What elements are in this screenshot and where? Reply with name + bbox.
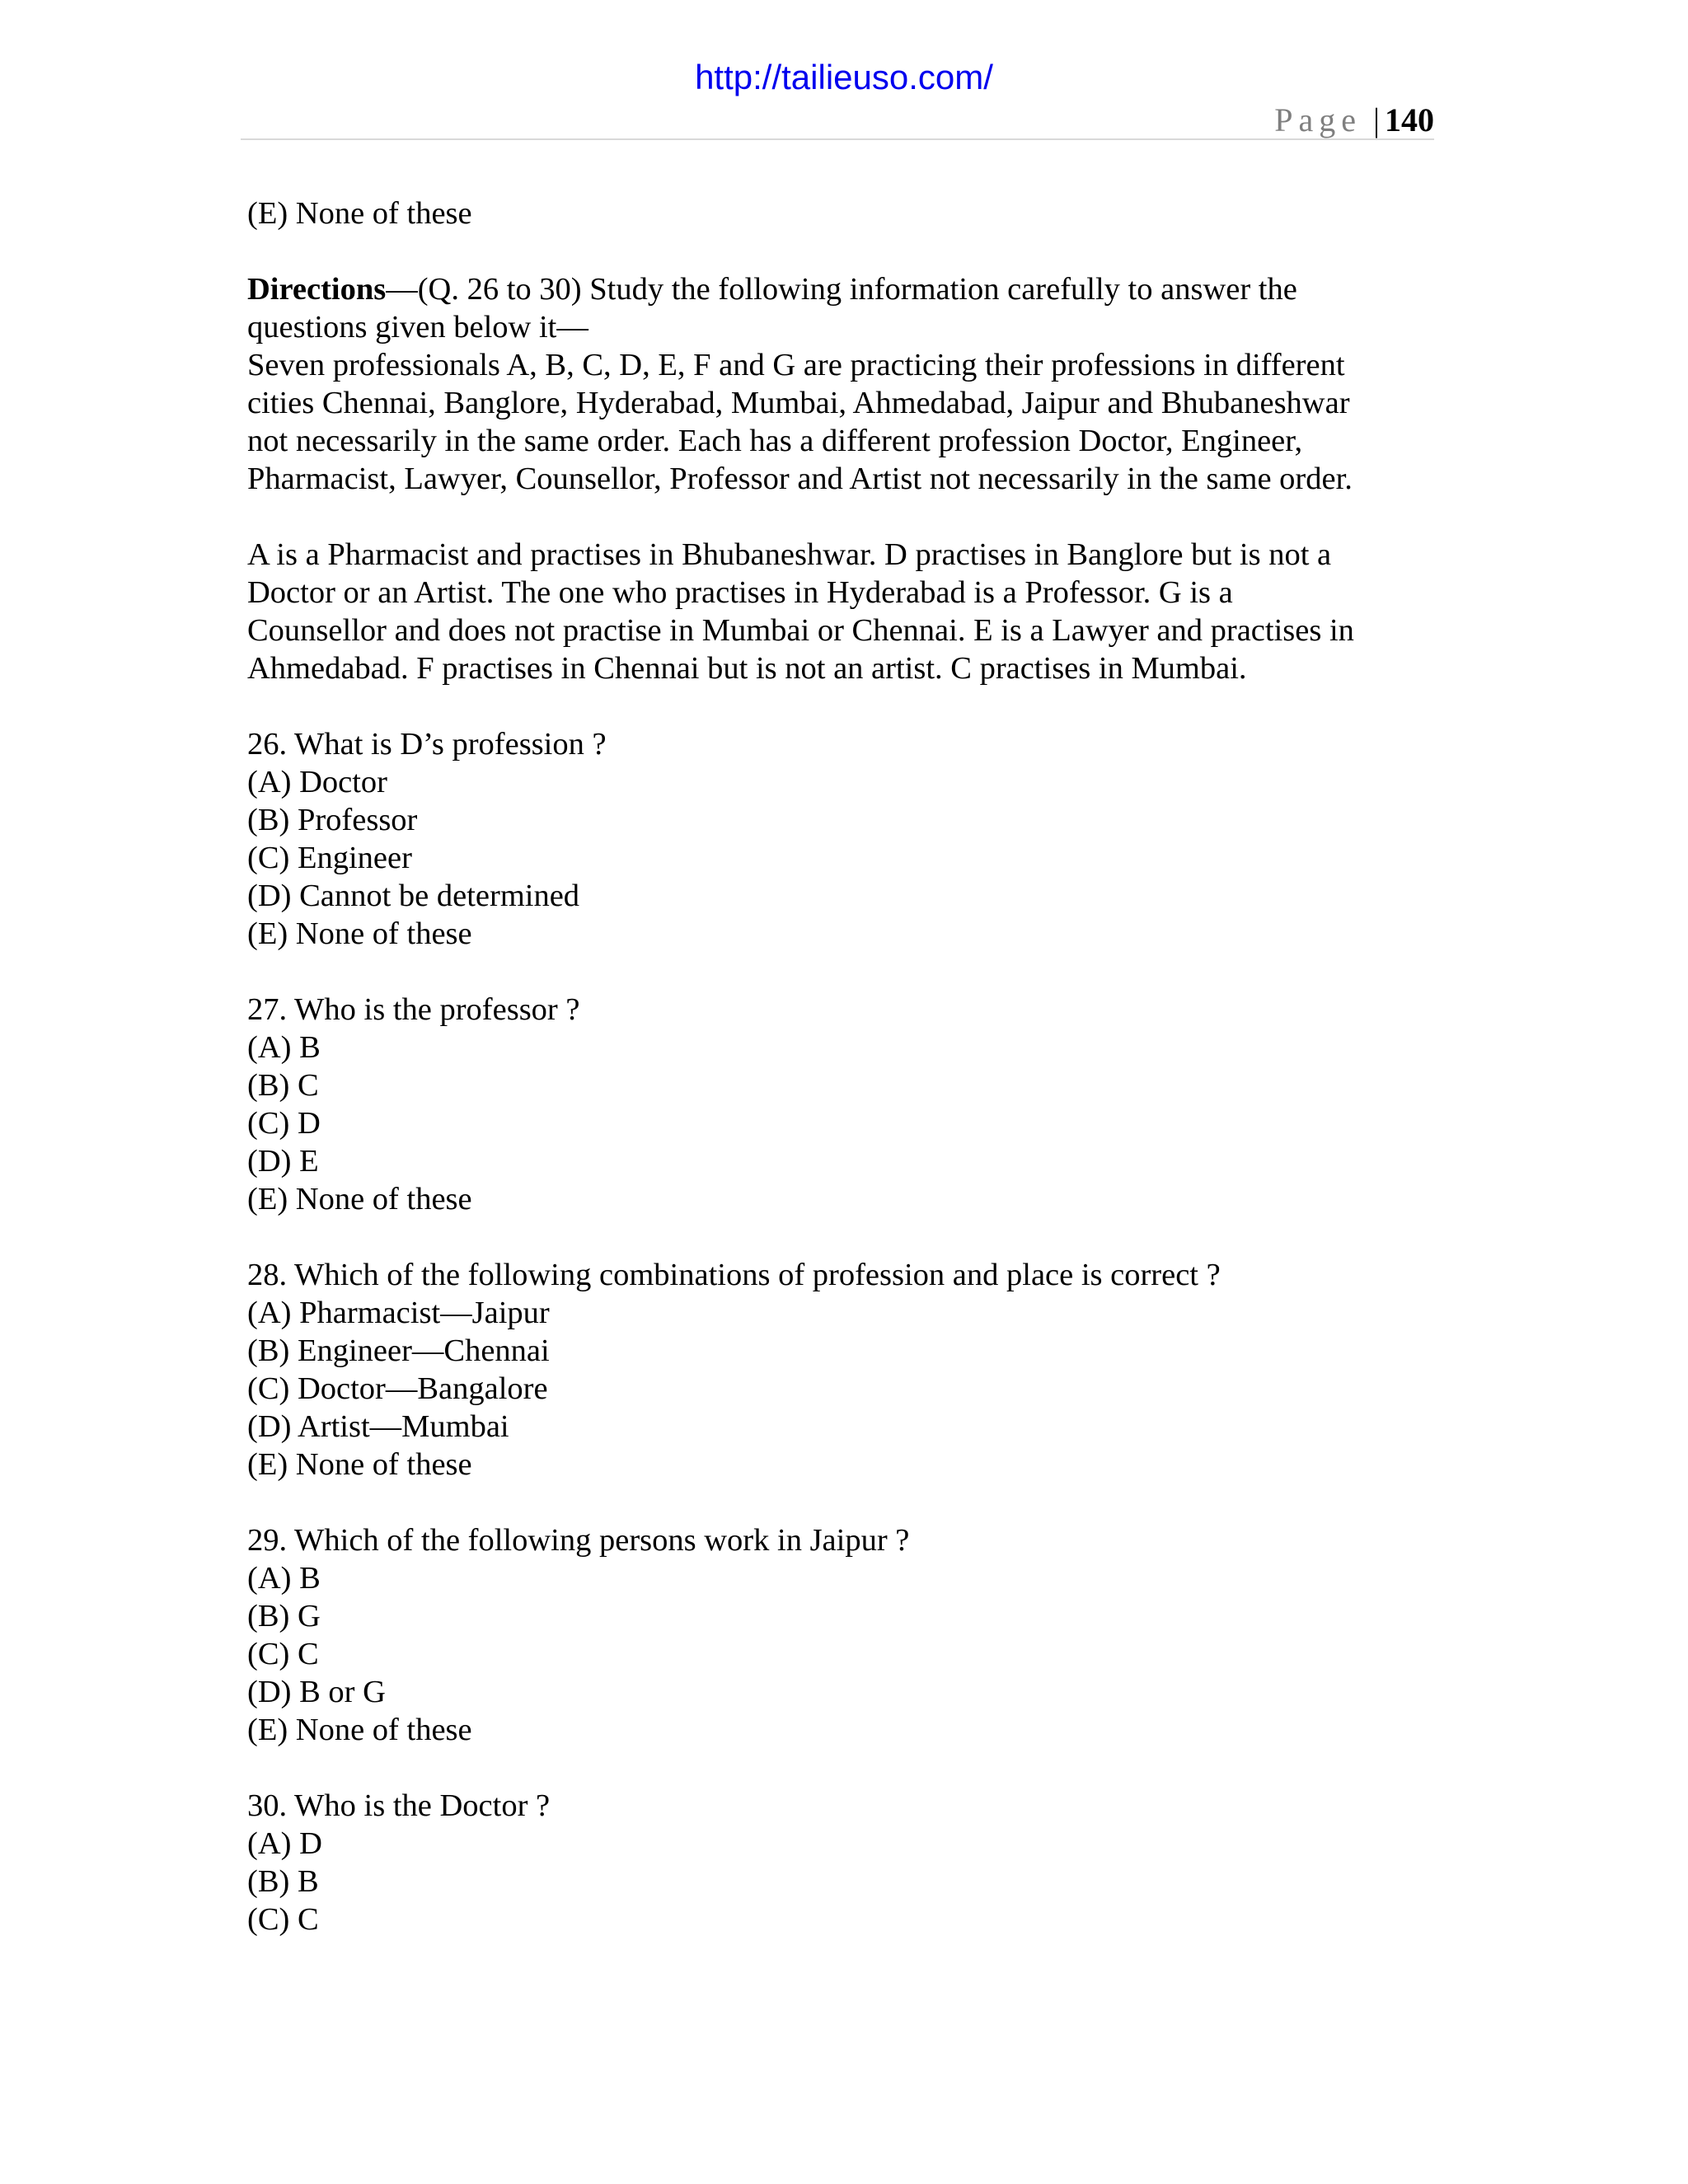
directions-intro-line: Seven professionals A, B, C, D, E, F and G are practicing their professions in different: [247, 348, 1345, 382]
directions-heading-text: —(Q. 26 to 30) Study the following information carefully to answer the: [386, 272, 1297, 307]
directions-label: Directions: [247, 272, 387, 307]
spacer: [247, 1218, 1434, 1256]
question-26-option: (E) None of these: [247, 916, 472, 951]
question-29-option: (E) None of these: [247, 1713, 472, 1747]
page-separator: |: [1372, 101, 1380, 138]
question-30-option: (C) C: [247, 1902, 319, 1937]
question-27: 27. Who is the professor ?: [247, 992, 580, 1027]
question-26-option: (C) Engineer: [247, 841, 412, 875]
directions-heading: [247, 270, 1434, 308]
header-divider: [241, 138, 1434, 140]
spacer: [247, 232, 1434, 270]
page-number-block: [1274, 97, 1434, 143]
question-27-option: (C) D: [247, 1106, 321, 1141]
question-27-option: (A) B: [247, 1030, 321, 1065]
question-30-option: (A) D: [247, 1826, 322, 1861]
question-29-option: (A) B: [247, 1561, 321, 1596]
question-27-option: (E) None of these: [247, 1182, 472, 1216]
question-30-option: (B) B: [247, 1864, 319, 1899]
question-26-option: (B) Professor: [247, 803, 418, 837]
previous-question-option-e: (E) None of these: [247, 196, 472, 231]
directions-intro-line: not necessarily in the same order. Each has a different profession Doctor, Engineer,: [247, 424, 1303, 458]
question-30: 30. Who is the Doctor ?: [247, 1788, 551, 1823]
clue-line: Doctor or an Artist. The one who practises in Hyderabad is a Professor. G is a: [247, 575, 1233, 610]
spacer: [247, 687, 1434, 725]
question-27-option: (B) C: [247, 1068, 319, 1103]
question-28: 28. Which of the following combinations of profession and place is correct ?: [247, 1258, 1221, 1292]
directions-intro-line: cities Chennai, Banglore, Hyderabad, Mumbai, Ahmedabad, Jaipur and Bhubaneshwar: [247, 386, 1350, 420]
question-27-option: (D) E: [247, 1144, 319, 1179]
clue-line: Counsellor and does not practise in Mumbai or Chennai. E is a Lawyer and practises in: [247, 613, 1354, 648]
question-28-option: (D) Artist—Mumbai: [247, 1409, 509, 1444]
question-29-option: (D) B or G: [247, 1675, 386, 1709]
header-url-link[interactable]: http://tailieuso.com/: [695, 58, 993, 96]
clue-line: Ahmedabad. F practises in Chennai but is not an artist. C practises in Mumbai.: [247, 651, 1247, 686]
question-28-option: (A) Pharmacist—Jaipur: [247, 1296, 550, 1330]
page-number: 140: [1385, 101, 1434, 138]
directions-intro-line: Pharmacist, Lawyer, Counsellor, Professor and Artist not necessarily in the same order.: [247, 462, 1353, 496]
question-28-option: (B) Engineer—Chennai: [247, 1333, 550, 1368]
spacer: [247, 1749, 1434, 1787]
spacer: [247, 953, 1434, 991]
directions-heading-line-2: questions given below it—: [247, 310, 588, 344]
page-label: Page: [1274, 101, 1362, 138]
question-29-option: (B) G: [247, 1599, 321, 1633]
question-28-option: (E) None of these: [247, 1447, 472, 1482]
question-26: 26. What is D’s profession ?: [247, 727, 607, 762]
question-28-option: (C) Doctor—Bangalore: [247, 1371, 548, 1406]
question-26-option: (A) Doctor: [247, 765, 387, 799]
page-content: [247, 194, 1434, 1938]
clue-line: A is a Pharmacist and practises in Bhubaneshwar. D practises in Banglore but is not a: [247, 537, 1332, 572]
question-29: 29. Which of the following persons work in Jaipur ?: [247, 1523, 910, 1558]
question-29-option: (C) C: [247, 1637, 319, 1671]
spacer: [247, 1483, 1434, 1521]
spacer: [247, 498, 1434, 536]
question-26-option: (D) Cannot be determined: [247, 879, 580, 913]
